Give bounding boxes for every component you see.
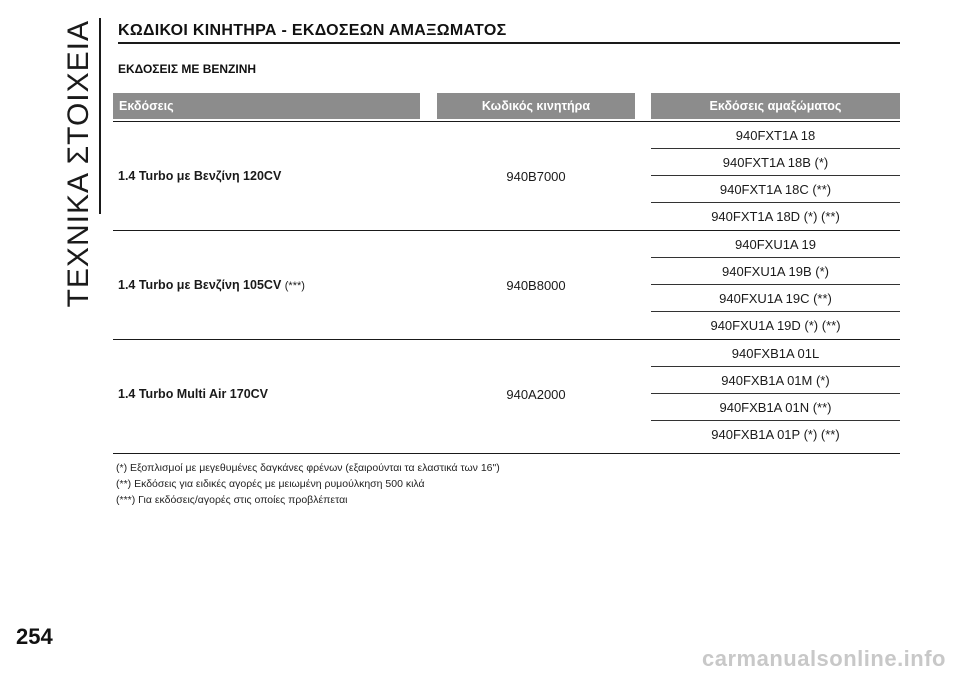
- approval-list: [651, 122, 900, 230]
- page-number: 254: [16, 624, 53, 649]
- table-row-group: [113, 231, 900, 339]
- version-cell: [118, 278, 305, 292]
- version-name: 1.4 Turbo Multi Air 170CV: [118, 387, 269, 401]
- version-name: 1.4 Turbo με Βενζίνη 120CV: [118, 169, 282, 183]
- section-side-title: [62, 20, 112, 308]
- side-divider: [99, 18, 101, 214]
- approval-code: 940FXB1A 01M (*): [651, 367, 900, 394]
- approval-code: 940FXB1A 01N (**): [651, 394, 900, 421]
- version-cell: [118, 169, 281, 183]
- approval-list: [651, 231, 900, 339]
- approval-code: 940FXU1A 19C (**): [651, 285, 900, 312]
- approval-code: 940FXT1A 18C (**): [651, 176, 900, 203]
- table-bottom-divider: [113, 453, 900, 454]
- table-row-group: [113, 122, 900, 230]
- approval-code: 940FXU1A 19B (*): [651, 258, 900, 285]
- table-row-group: [113, 340, 900, 448]
- version-name: 1.4 Turbo με Βενζίνη 105CV: [118, 278, 282, 292]
- page-title: ΚΩΔΙΚΟΙ ΚΙΝΗΤΗΡΑ - ΕΚΔΟΣΕΩΝ ΑΜΑΞΩΜΑΤΟΣ: [118, 22, 507, 39]
- approval-list: [651, 340, 900, 448]
- table-subtitle: ΕΚΔΟΣΕΙΣ ΜΕ ΒΕΝΖΙΝΗ: [118, 62, 257, 76]
- approval-code: 940FXT1A 18B (*): [651, 149, 900, 176]
- approval-code: 940FXT1A 18D (*) (**): [711, 209, 840, 224]
- engine-code-cell: 940A2000: [506, 387, 566, 402]
- version-note: (***): [284, 280, 305, 292]
- column-header-versions: Εκδόσεις: [113, 93, 420, 119]
- title-divider: [118, 42, 900, 44]
- footnote: (**) Εκδόσεις για ειδικές αγορές με μειωμένη ρυμούλκηση 500 κιλά: [116, 478, 425, 490]
- footnote: (*) Εξοπλισμοί με μεγεθυμένες δαγκάνες φρένων (εξαιρούνται τα ελαστικά των 16"): [116, 462, 500, 474]
- approval-code: 940FXT1A 18: [651, 122, 900, 149]
- approval-code: 940FXB1A 01L: [651, 340, 900, 367]
- engine-code-cell: 940B8000: [506, 278, 566, 293]
- version-cell: [118, 387, 268, 401]
- column-header-body-approval: Εκδόσεις αμαξώματος: [651, 93, 900, 119]
- footnotes: [116, 460, 500, 508]
- approval-code: 940FXU1A 19D (*) (**): [710, 318, 841, 333]
- engine-code-cell: 940B7000: [506, 169, 566, 184]
- approval-code: 940FXU1A 19: [651, 231, 900, 258]
- watermark: carmanualsonline.info: [702, 646, 946, 671]
- column-header-engine-code: Κωδικός κινητήρα: [437, 93, 635, 119]
- footnote: (***) Για εκδόσεις/αγορές στις οποίες προβλέπεται: [116, 494, 348, 506]
- section-side-title-text: ΤΕΧΝΙΚΑ ΣΤΟΙΧΕΙΑ: [62, 20, 95, 308]
- approval-code: 940FXB1A 01P (*) (**): [711, 427, 840, 442]
